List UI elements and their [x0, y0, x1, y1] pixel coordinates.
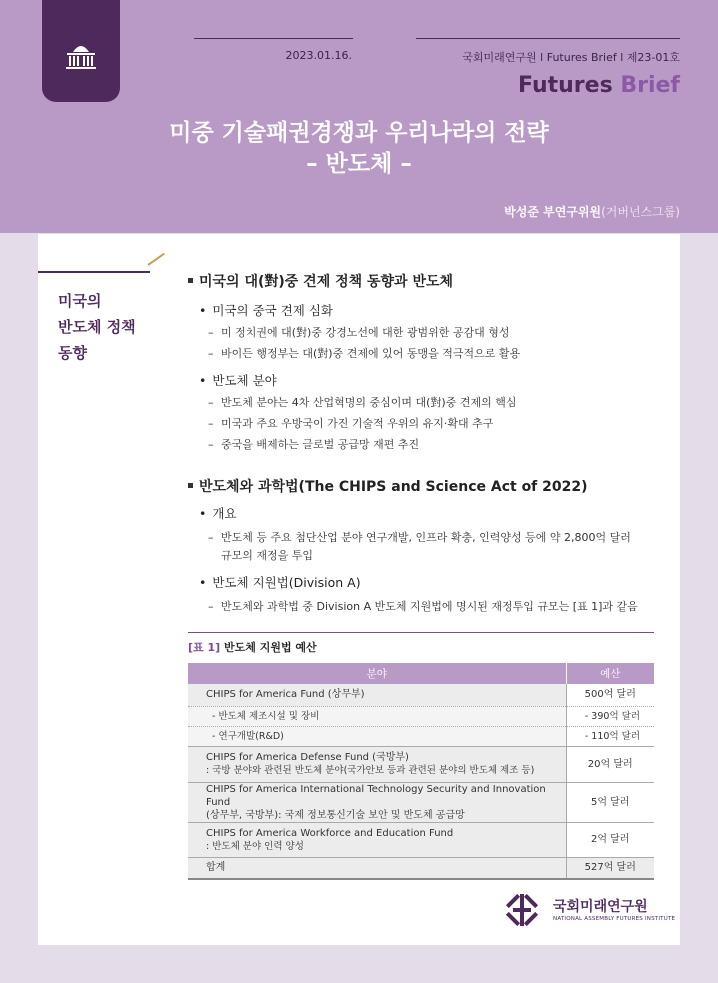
- section-2-sub-1: • 개요: [199, 504, 237, 522]
- table-cell-budget: 20억 달러: [566, 746, 654, 782]
- section-1-sub-2: • 반도체 분야: [199, 371, 277, 389]
- list-item: – 반도체 등 주요 첨단산업 분야 연구개발, 인프라 확충, 인력양성 등에 약 2,800억 달러: [208, 531, 631, 544]
- sidebar-label-line-3: 동향: [58, 344, 87, 362]
- table-cell-budget: 500억 달러: [566, 684, 654, 706]
- table-row: [188, 706, 654, 726]
- column-header-budget: 예산: [566, 663, 654, 684]
- brand-title: [518, 73, 680, 98]
- header-rule-right: [416, 38, 680, 39]
- table-row: [188, 746, 654, 782]
- list-item-continuation: 규모의 재정을 투입: [221, 549, 314, 562]
- header-banner: [0, 0, 718, 233]
- brand-part1: Futures: [518, 73, 621, 98]
- author: [504, 203, 680, 220]
- table-row: [188, 822, 654, 857]
- table-row-total: [188, 857, 654, 879]
- table-cell-budget: 2억 달러: [566, 822, 654, 857]
- budget-table: [188, 663, 654, 880]
- section-2-title: 반도체와 과학법(The CHIPS and Science Act of 2022): [188, 476, 588, 496]
- author-affiliation: (거버넌스그룹): [601, 205, 680, 219]
- list-item: – 중국을 배제하는 글로벌 공급망 재편 추진: [208, 438, 420, 451]
- table-cell-field: CHIPS for America Defense Fund (국방부) : 국방 분야와 관련된 반도체 분야(국가안보 등과 관련된 분야의 반도체 제조 등): [188, 746, 566, 782]
- section-1-sub-1: • 미국의 중국 견제 심화: [199, 301, 333, 319]
- institute-name-ko: 국회미래연구원: [553, 899, 648, 915]
- title-line-2: – 반도체 –: [306, 151, 412, 177]
- list-item: – 반도체와 과학법 중 Division A 반도체 지원법에 명시된 재정투입 규모는 [표 1]과 같음: [208, 600, 638, 613]
- issue-number: 국회미래연구원 l Futures Brief l 제23-01호: [462, 51, 680, 64]
- table-cell-budget: - 110억 달러: [566, 726, 654, 746]
- table-cell-field: CHIPS for America Workforce and Education Fund : 반도체 분야 인력 양성: [188, 822, 566, 857]
- page-title: [0, 118, 718, 180]
- section-1-title: 미국의 대(對)중 견제 정책 동향과 반도체: [188, 271, 453, 291]
- brand-part2: Brief: [620, 73, 680, 98]
- table-header-row: [188, 663, 654, 684]
- list-item: – 반도체 분야는 4차 산업혁명의 중심이며 대(對)중 견제의 핵심: [208, 396, 517, 409]
- institute-logo-icon: [501, 890, 543, 930]
- assembly-logo: [42, 0, 120, 102]
- column-header-field: 분야: [188, 663, 566, 684]
- table-cell-budget: - 390억 달러: [566, 706, 654, 726]
- table-cell-budget: 5억 달러: [566, 782, 654, 822]
- list-item: – 미국과 주요 우방국이 가진 기술적 우위의 유지·확대 추구: [208, 417, 494, 430]
- institute-name-en: NATIONAL ASSEMBLY FUTURES INSTITUTE: [553, 916, 676, 922]
- header-rule-left: [194, 38, 353, 39]
- table-cell-field: 합계: [188, 857, 566, 879]
- table-row: [188, 726, 654, 746]
- section-2-sub-2: • 반도체 지원법(Division A): [199, 573, 361, 591]
- sidebar-rule: [38, 271, 150, 273]
- table-cell-field: CHIPS for America Fund (상무부): [188, 684, 566, 706]
- table-caption: [188, 639, 317, 655]
- table-cell-field: CHIPS for America International Technology Security and Innovation Fund (상무부, 국방부): 국제 정보통신기술 보안 및 반도체 공급망: [188, 782, 566, 822]
- table-caption-title: 반도체 지원법 예산: [224, 641, 317, 654]
- table-top-rule: [188, 632, 654, 633]
- table-row: [188, 782, 654, 822]
- title-line-1: 미중 기술패권경쟁과 우리나라의 전략: [169, 120, 549, 146]
- assembly-building-icon: [64, 38, 98, 72]
- table-row: [188, 684, 654, 706]
- table-caption-number: [표 1]: [188, 641, 221, 654]
- table-cell-field: - 연구개발(R&D): [188, 726, 566, 746]
- sidebar-label-line-2: 반도체 정책: [58, 318, 136, 336]
- table-cell-field: - 반도체 제조시설 및 장비: [188, 706, 566, 726]
- sidebar-label-line-1: 미국의: [58, 292, 102, 310]
- publish-date: 2023.01.16.: [285, 49, 352, 62]
- author-name: 박성준 부연구위원: [504, 205, 602, 219]
- list-item: – 바이든 행정부는 대(對)중 견제에 있어 동맹을 적극적으로 활용: [208, 347, 521, 360]
- sidebar-label: [58, 288, 136, 366]
- table-cell-budget: 527억 달러: [566, 857, 654, 879]
- list-item: – 미 정치권에 대(對)중 강경노선에 대한 광범위한 공감대 형성: [208, 326, 510, 339]
